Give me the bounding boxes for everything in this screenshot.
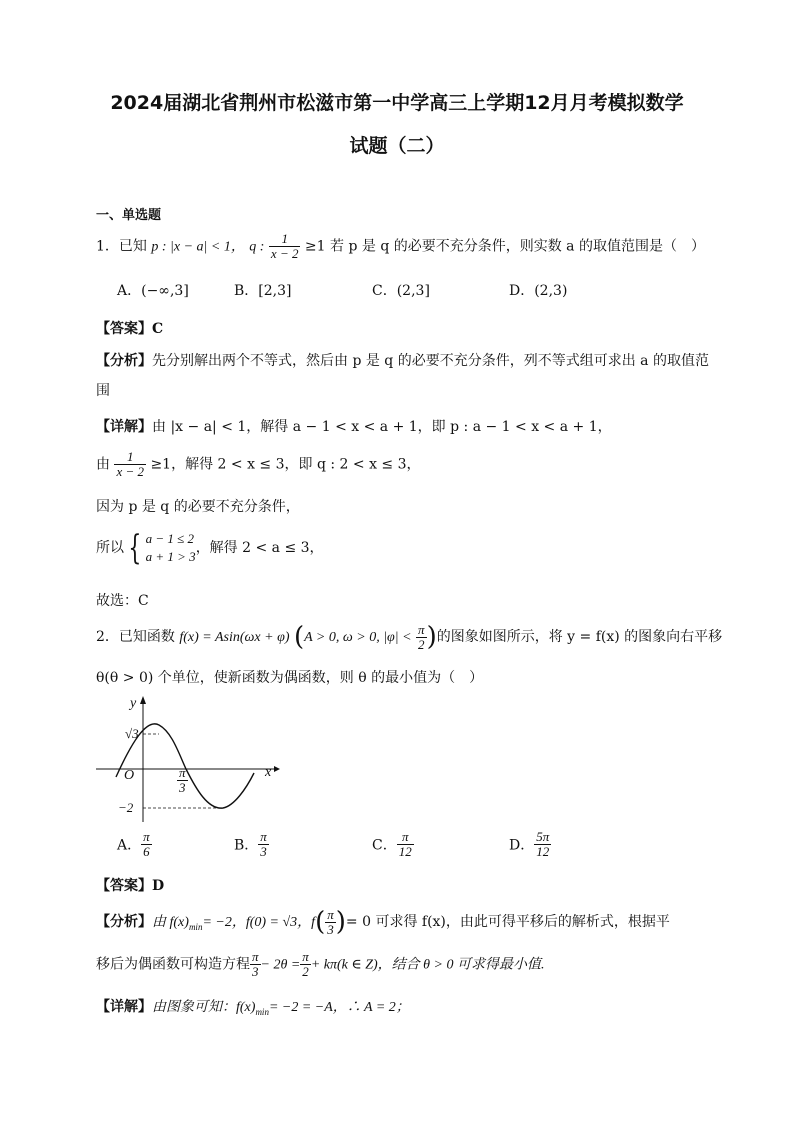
section-heading: 一、单选题	[96, 208, 162, 223]
q2-analysis-line1: 【分析】由 $f(x)_{min}= -2$，f(0) = √3，f( $\frac{\pi}{3}$ )= 0 可求得 f(x)，由此可得平移后的解析式，根据平	[96, 906, 670, 937]
q1-q-lead: q :	[249, 239, 265, 255]
q1-conclusion: 故选：C	[96, 593, 149, 609]
q1-detail-line1: 【详解】由 |x − a| < 1，解得 a − 1 < x < a + 1，即 p : a − 1 < x < a + 1，	[96, 419, 612, 435]
q1-q-tail: ≥1 若 p 是 q 的必要不充分条件，则实数 a 的取值范围是（ ）	[304, 238, 705, 255]
q1-stem	[96, 232, 705, 261]
q1-option-b: B．[2,3]	[234, 283, 292, 299]
q1-option-c: C．(2,3]	[372, 283, 430, 299]
q1-number: 1．已知	[96, 238, 147, 255]
q1-answer: 【答案】C	[96, 321, 164, 337]
graph-origin-label: O	[124, 768, 135, 783]
q2-option-b: B． $\frac{\pi}{3}$	[234, 829, 267, 859]
graph-pi-third-label: $\frac{\pi}{3}$	[179, 765, 186, 795]
q2-option-d: D． $\frac{5\pi}{12}$	[509, 829, 550, 859]
q1-detail-line4: 所以 { a − 1 ≤ 2 a + 1 > 3 ，解得 2 < a ≤ 3，	[96, 528, 324, 568]
q2-answer: 【答案】D	[96, 878, 165, 894]
q1-analysis-line2: 围	[96, 383, 110, 399]
q1-option-d: D．(2,3)	[509, 283, 568, 299]
q1-detail-line3: 因为 p 是 q 的必要不充分条件，	[96, 499, 300, 515]
graph-y-label: y	[130, 696, 137, 711]
graph-sqrt3-label: √3	[125, 726, 139, 741]
q1-analysis: 【分析】先分别解出两个不等式，然后由 p 是 q 的必要不充分条件，列不等式组可求出 a 的取值范	[96, 353, 709, 369]
q1-p-expr: p : |x − a| < 1，	[151, 239, 245, 255]
graph-neg2-label: −2	[118, 800, 134, 815]
q1-option-a: A．(−∞,3]	[117, 283, 189, 299]
q2-option-c: C． $\frac{\pi}{12}$	[372, 829, 412, 859]
q2-option-a: A． $\frac{\pi}{6}$	[117, 829, 150, 859]
doc-title-line2: 试题（二）	[349, 135, 445, 157]
doc-title-line1: 2024届湖北省荆州市松滋市第一中学高三上学期12月月考模拟数学	[110, 92, 684, 114]
q1-fraction: $\frac{1}{x - 2}$	[270, 231, 299, 261]
q2-stem-line1: 2．已知函数 f(x) = Asin(ωx + φ) (A > 0, ω > 0, |φ| < $\frac{\pi}{2}$ )的图象如图所示，将 y = f(x) 的图象向右平移	[96, 621, 723, 652]
q1-detail-line2: 由 $\frac{1}{x - 2}$ ≥1，解得 2 < x ≤ 3，即 q : 2 < x ≤ 3，	[96, 449, 421, 479]
graph-x-label: x	[265, 765, 272, 780]
q2-detail-line1: 【详解】由图象可知：$f(x)_{min}= -2 = -A$，∴ A = 2；	[96, 999, 410, 1017]
q2-analysis-line2: 移后为偶函数可构造方程 $\frac{\pi}{3}$ − 2θ = $\frac{\pi}{2}$ + kπ(k ∈ Z)，结合 θ > 0 可求得最小值.	[96, 949, 545, 979]
q2-stem-line2: θ(θ > 0) 个单位，使新函数为偶函数，则 θ 的最小值为（ ）	[96, 670, 484, 686]
